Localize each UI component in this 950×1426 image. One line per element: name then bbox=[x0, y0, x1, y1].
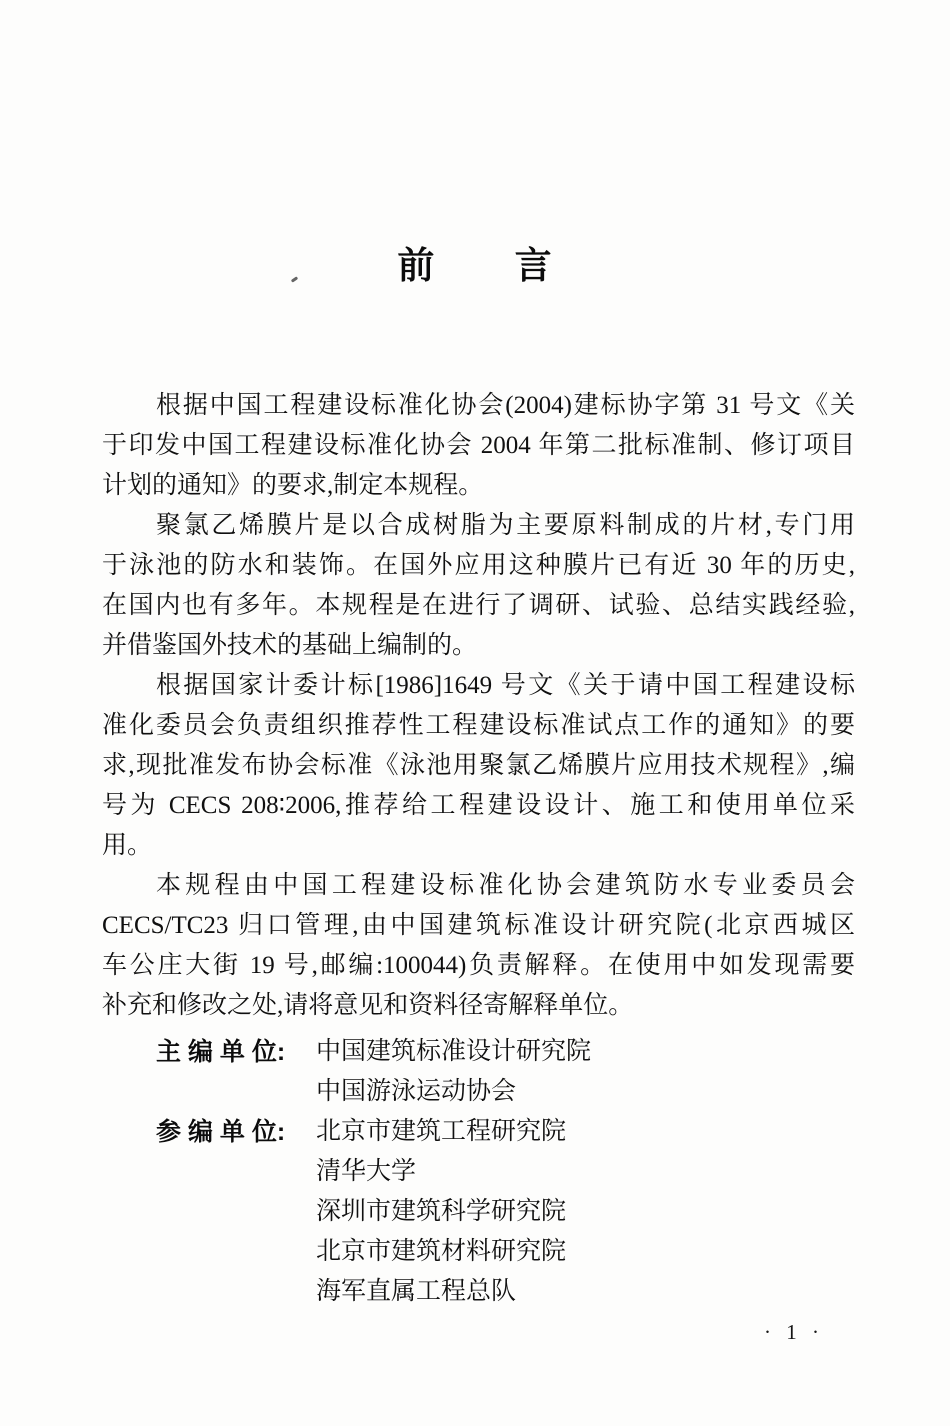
org-name: 中国建筑标准设计研究院 bbox=[316, 1038, 592, 1065]
paragraph-line: 用。 bbox=[102, 832, 153, 859]
paragraph-line: 准化委员会负责组织推荐性工程建设标准试点工作的通知》的要 bbox=[102, 712, 855, 739]
editing-units-section bbox=[102, 1032, 855, 1312]
paragraph-line: 并借鉴国外技术的基础上编制的。 bbox=[102, 632, 478, 659]
org-name: 深圳市建筑科学研究院 bbox=[316, 1198, 567, 1225]
participating-unit-row bbox=[102, 1232, 855, 1272]
participating-unit-label: 参 编 单 位: bbox=[156, 1118, 286, 1146]
paragraph-line: 根据中国工程建设标准化协会(2004)建标协字第 31 号文《关 bbox=[156, 392, 855, 419]
page-number: · 1 · bbox=[764, 1320, 820, 1344]
org-name: 海军直属工程总队 bbox=[316, 1278, 517, 1305]
org-name: 北京市建筑工程研究院 bbox=[316, 1118, 567, 1145]
org-name: 中国游泳运动协会 bbox=[316, 1078, 517, 1105]
paragraph-line: 于泳池的防水和装饰。在国外应用这种膜片已有近 30 年的历史, bbox=[102, 552, 855, 579]
paragraph-line: 补充和修改之处,请将意见和资料径寄解释单位。 bbox=[102, 992, 634, 1019]
paragraph-line: 计划的通知》的要求,制定本规程。 bbox=[102, 472, 484, 499]
paragraph-line: 本规程由中国工程建设标准化协会建筑防水专业委员会 bbox=[156, 872, 855, 899]
paragraph-line: 车公庄大街 19 号,邮编:100044)负责解释。在使用中如发现需要 bbox=[102, 952, 855, 979]
preface-title: 前 言 bbox=[397, 245, 553, 286]
chief-editor-unit-row bbox=[102, 1072, 855, 1112]
paragraph-line: 聚氯乙烯膜片是以合成树脂为主要原料制成的片材,专门用 bbox=[156, 512, 855, 539]
paragraph-line: 求,现批准发布协会标准《泳池用聚氯乙烯膜片应用技术规程》,编 bbox=[102, 752, 855, 779]
org-name: 北京市建筑材料研究院 bbox=[316, 1238, 567, 1265]
paragraph-line: 在国内也有多年。本规程是在进行了调研、试验、总结实践经验, bbox=[102, 592, 855, 619]
chief-editor-unit-label: 主 编 单 位: bbox=[156, 1038, 286, 1066]
org-name: 清华大学 bbox=[316, 1158, 417, 1185]
participating-unit-row bbox=[102, 1152, 855, 1192]
participating-unit-row bbox=[102, 1112, 855, 1152]
paragraph-line: 根据国家计委计标[1986]1649 号文《关于请中国工程建设标 bbox=[156, 672, 855, 699]
preface-body bbox=[102, 386, 855, 1312]
paragraph-line: CECS/TC23 归口管理,由中国建筑标准设计研究院(北京西城区 bbox=[102, 912, 855, 939]
participating-unit-row bbox=[102, 1192, 855, 1232]
paragraph-line: 号为 CECS 208∶2006,推荐给工程建设设计、施工和使用单位采 bbox=[102, 792, 855, 819]
paragraph-line: 于印发中国工程建设标准化协会 2004 年第二批标准制、修订项目 bbox=[102, 432, 855, 459]
participating-unit-row bbox=[102, 1272, 855, 1312]
chief-editor-unit-row bbox=[102, 1032, 855, 1072]
